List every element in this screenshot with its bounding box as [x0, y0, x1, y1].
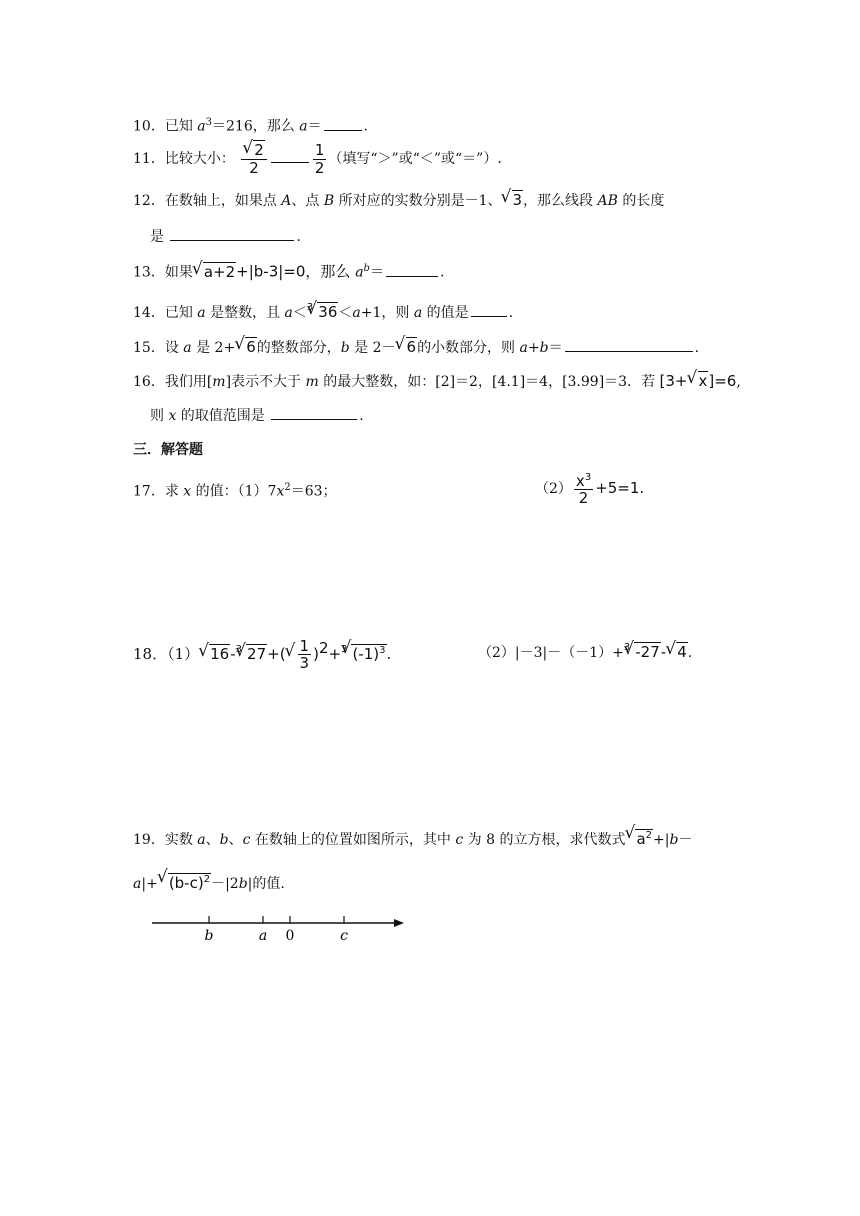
- axis-label: a: [258, 928, 268, 944]
- axis-arrow-icon: [394, 919, 404, 927]
- answer-blank[interactable]: [271, 405, 357, 420]
- question-13: 13．如果√ a+2+|b-3|=0，那么 $a^b=$ .: [133, 259, 444, 283]
- question-19: 19．实数 a、b、c 在数轴上的位置如图所示，其中 c 为 8 的立方根，求代数式√ $a^2+|b-$: [133, 826, 692, 850]
- section-heading: 三．解答题: [133, 442, 203, 458]
- answer-blank[interactable]: [386, 262, 438, 277]
- axis-label: b: [204, 928, 214, 944]
- number-line: [150, 910, 430, 950]
- answer-blank[interactable]: [170, 226, 294, 241]
- fraction-1-over-2: $\frac{1}{2}$: [314, 141, 325, 177]
- answer-blank[interactable]: [471, 302, 507, 317]
- question-17: 17．求 x 的值：$(1)7x^2=63$；: [133, 482, 337, 500]
- question-16: 16．我们用[m]表示不大于 m 的最大整数，如：[2]＝2，[4.1]＝4，[3.99]＝3．若 [3+√ x]=6,: [133, 371, 741, 392]
- question-19-cont: a|+√ $(b-c)^2-|2b|$的值.: [133, 870, 285, 894]
- question-17-part2: （2） $\frac{x^3}{2}$ +5=1.: [535, 471, 645, 507]
- axis-label: c: [340, 928, 348, 944]
- question-12: 12．在数轴上，如果点 A、点 B 所对应的实数分别是－1、√ 3，那么线段 AB 的长度: [133, 190, 664, 211]
- axis-label: 0: [285, 928, 295, 944]
- question-11: 11．比较大小： √ $\frac{2}{2}$ $\frac{1}{2}$ （填写“＞”或“＜”或“＝”）.: [133, 140, 502, 178]
- answer-blank[interactable]: [271, 148, 309, 163]
- fraction-sqrt2-over-2: √ $\frac{2}{2}$: [241, 142, 267, 176]
- question-14: 14．已知 a 是整数，且 a＜$^3$√ 36＜a+1，则 a 的值是 .: [133, 298, 513, 323]
- question-18-part2: （2）|－3|－（－1）+$^3$√ -27-√ 4.: [478, 630, 692, 671]
- question-12-cont: 是 .: [150, 226, 301, 247]
- answer-blank[interactable]: [565, 337, 693, 352]
- question-18: 18．（1）√ 16-$^3$√ 27+( √ $\frac{1}{3}$ )$^2$+$^3$√ $(-1)^3$.: [133, 630, 391, 672]
- question-16-cont: 则 x 的取值范围是 .: [150, 405, 364, 426]
- answer-blank[interactable]: [324, 116, 362, 131]
- question-15: 15．设 a 是 2+√ 6的整数部分，b 是 2－√ 6的小数部分，则 a+b＝ .: [133, 337, 699, 358]
- question-10: 10．已知 $a^3=216$，那么 a＝ .: [133, 117, 368, 135]
